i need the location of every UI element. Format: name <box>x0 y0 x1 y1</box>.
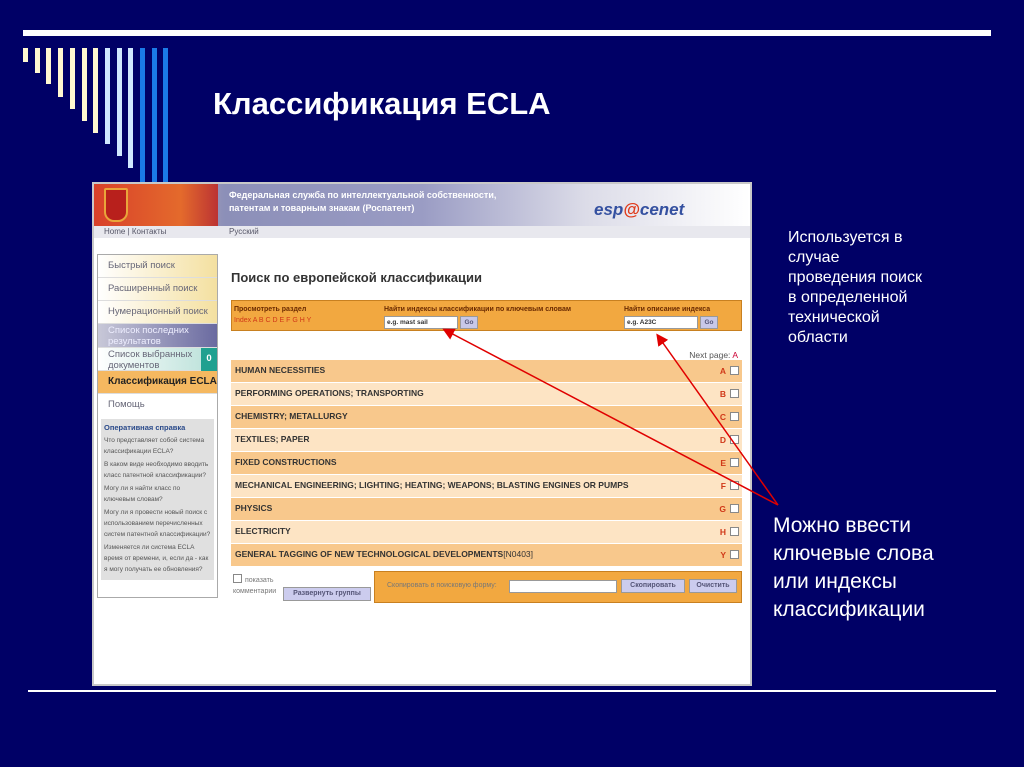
keyword-go-button[interactable]: Go <box>460 316 478 329</box>
language-link[interactable]: Русский <box>229 227 259 236</box>
section-letter[interactable]: F <box>720 481 726 491</box>
section-name[interactable]: PERFORMING OPERATIONS; TRANSPORTING <box>235 388 424 398</box>
slide-bottom-line <box>28 690 996 692</box>
note-line: проведения поиск <box>788 269 922 286</box>
section-letter[interactable]: C <box>719 412 726 422</box>
help-item-link[interactable]: Что представляет собой система классификации ECLA? <box>104 437 205 455</box>
section-name[interactable]: HUMAN NECESSITIES <box>235 365 326 375</box>
section-letter[interactable]: B <box>719 389 726 399</box>
note-line: ключевые слова <box>773 542 934 565</box>
sidebar-item-ecla[interactable]: Классификация ECLA <box>98 371 217 394</box>
page-title: Поиск по европейской классификации <box>231 270 482 285</box>
index-desc-input[interactable]: e.g. A23C <box>624 316 698 329</box>
home-contacts-link[interactable]: Home | Контакты <box>104 227 167 236</box>
section-letter[interactable]: D <box>719 435 726 445</box>
section-letter[interactable]: A <box>719 366 726 376</box>
section-name[interactable]: GENERAL TAGGING OF NEW TECHNOLOGICAL DEVELOPMENTS <box>235 549 504 559</box>
desc-go-button[interactable]: Go <box>700 316 718 329</box>
help-item-link[interactable]: В каком виде необходимо вводить класс патентной классификации? <box>104 461 209 479</box>
sidebar-item-quick-search[interactable]: Быстрый поиск <box>98 255 217 278</box>
section-name[interactable]: MECHANICAL ENGINEERING; LIGHTING; HEATING; WEAPONS; BLASTING ENGINES OR PUMPS <box>235 480 629 490</box>
index-label: Index <box>234 317 252 324</box>
note-line: классификации <box>773 598 925 621</box>
note-line: Используется в <box>788 229 903 246</box>
section-letter[interactable]: E <box>720 458 726 468</box>
section-suffix: [N0403] <box>503 549 534 559</box>
sidebar-item-number-search[interactable]: Нумерационный поиск <box>98 301 217 324</box>
keyword-label: Найти индексы классификации по ключевым словам <box>384 306 572 313</box>
help-item-link[interactable]: Изменяется ли система ECLA время от времени, и, если да - как я могу получать ее обновления? <box>104 544 209 573</box>
section-letter[interactable]: H <box>719 527 726 537</box>
desc-label: Найти описание индекса <box>624 306 711 313</box>
expand-groups-button[interactable]: Развернуть группы <box>283 587 371 601</box>
note-input-hint <box>773 512 934 624</box>
selected-docs-label: Список выбранных документов <box>108 349 193 371</box>
arrow-to-keyword-input <box>445 330 778 505</box>
index-letters[interactable]: A B C D E F G H Y <box>252 317 312 324</box>
header-line-1: Федеральная служба по интеллектуальной собственности, <box>229 190 497 200</box>
section-name[interactable]: ELECTRICITY <box>235 526 291 536</box>
arrow-to-index-input <box>658 336 778 505</box>
section-letter[interactable]: Y <box>720 550 726 560</box>
note-line: технической <box>788 309 880 326</box>
next-page-link[interactable]: A <box>732 350 738 360</box>
note-line: случае <box>788 249 840 266</box>
keyword-input[interactable]: e.g. mast sail <box>384 316 458 329</box>
section-name[interactable]: PHYSICS <box>235 503 273 513</box>
help-title: Оперативная справка <box>104 423 186 432</box>
selected-count-badge: 0 <box>201 348 217 371</box>
note-line: или индексы <box>773 570 897 593</box>
browse-label: Просмотреть раздел <box>234 306 307 313</box>
next-page-label: Next page: <box>689 350 731 360</box>
clear-button[interactable]: Очистить <box>689 579 737 593</box>
note-line: области <box>788 329 848 346</box>
note-usage <box>788 228 922 348</box>
section-name[interactable]: TEXTILES; PAPER <box>235 434 310 444</box>
copy-label: Скопировать в поисковую форму: <box>387 582 497 589</box>
help-item-link[interactable]: Могу ли я найти класс по ключевым словам? <box>104 485 181 503</box>
section-letter[interactable]: G <box>719 504 726 514</box>
note-line: Можно ввести <box>773 514 911 537</box>
sidebar-item-recent-results[interactable]: Список последних результатов <box>98 324 217 348</box>
slide-title: Классификация ECLA <box>213 86 551 121</box>
sidebar-item-advanced-search[interactable]: Расширенный поиск <box>98 278 217 301</box>
section-name[interactable]: FIXED CONSTRUCTIONS <box>235 457 337 467</box>
espacenet-logo: esp@cenet <box>594 200 685 219</box>
section-name[interactable]: CHEMISTRY; METALLURGY <box>235 411 348 421</box>
sidebar-item-help[interactable]: Помощь <box>98 394 217 417</box>
note-line: в определенной <box>788 289 908 306</box>
header-line-2: патентам и товарным знакам (Роспатент) <box>229 203 415 213</box>
show-comments-label: показать комментарии <box>233 577 277 595</box>
help-item-link[interactable]: Могу ли я провести новый поиск с использованием перечисленных систем патентной классификации? <box>104 509 211 538</box>
copy-button[interactable]: Скопировать <box>621 579 685 593</box>
